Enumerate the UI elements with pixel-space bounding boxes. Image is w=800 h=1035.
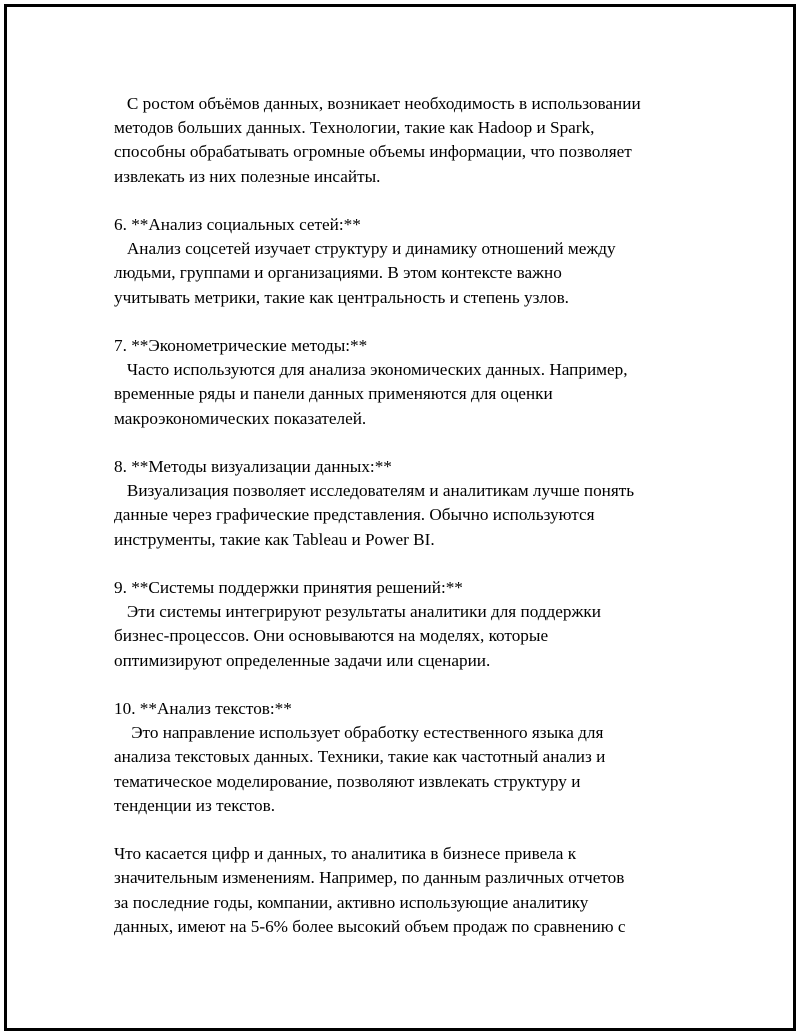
closing-paragraph <box>114 842 734 939</box>
text-line: за последние годы, компании, активно использующие аналитику <box>114 892 589 912</box>
section-econometric-methods <box>114 334 734 431</box>
text-line: оптимизируют определенные задачи или сценарии. <box>114 650 491 670</box>
text-line: макроэкономических показателей. <box>114 408 367 428</box>
text-line: данных, имеют на 5-6% более высокий объем продаж по сравнению с <box>114 916 626 936</box>
text-line: тенденции из текстов. <box>114 795 276 815</box>
text-line: Эти системы интегрируют результаты аналитики для поддержки <box>114 602 601 622</box>
text-line: тематическое моделирование, позволяют извлекать структуру и <box>114 771 581 791</box>
intro-paragraph <box>114 92 734 189</box>
section-visualization-methods <box>114 455 734 552</box>
section-heading: 7. **Эконометрические методы:** <box>114 336 368 355</box>
section-heading: 6. **Анализ социальных сетей:** <box>114 215 361 234</box>
document-body <box>114 92 734 963</box>
text-line: людьми, группами и организациями. В этом контексте важно <box>114 263 562 283</box>
section-text-analysis <box>114 697 734 818</box>
section-heading: 10. **Анализ текстов:** <box>114 699 292 718</box>
text-line: Часто используются для анализа экономических данных. Например, <box>114 360 628 380</box>
text-line: С ростом объёмов данных, возникает необходимость в использовании <box>114 94 641 113</box>
section-decision-support-systems <box>114 576 734 673</box>
text-line: анализа текстовых данных. Техники, такие как частотный анализ и <box>114 747 606 767</box>
text-line: учитывать метрики, такие как центральность и степень узлов. <box>114 287 569 307</box>
text-line: временные ряды и панели данных применяются для оценки <box>114 384 553 404</box>
text-line: значительным изменениям. Например, по данным различных отчетов <box>114 868 625 888</box>
text-line: методов больших данных. Технологии, такие как Hadoop и Spark, <box>114 118 595 138</box>
section-heading: 8. **Методы визуализации данных:** <box>114 457 392 476</box>
text-line: Визуализация позволяет исследователям и аналитикам лучше понять <box>114 481 635 501</box>
section-social-network-analysis <box>114 213 734 310</box>
text-line: способны обрабатывать огромные объемы информации, что позволяет <box>114 142 632 162</box>
text-line: бизнес-процессов. Они основываются на моделях, которые <box>114 626 549 646</box>
text-line: инструменты, такие как Tableau и Power BI. <box>114 529 435 549</box>
section-heading: 9. **Системы поддержки принятия решений:** <box>114 578 463 597</box>
text-line: Анализ соцсетей изучает структуру и динамику отношений между <box>114 239 616 259</box>
text-line: Это направление использует обработку естественного языка для <box>114 723 604 743</box>
text-line: Что касается цифр и данных, то аналитика в бизнесе привела к <box>114 844 577 864</box>
text-line: извлекать из них полезные инсайты. <box>114 166 381 186</box>
text-line: данные через графические представления. Обычно используются <box>114 505 595 525</box>
